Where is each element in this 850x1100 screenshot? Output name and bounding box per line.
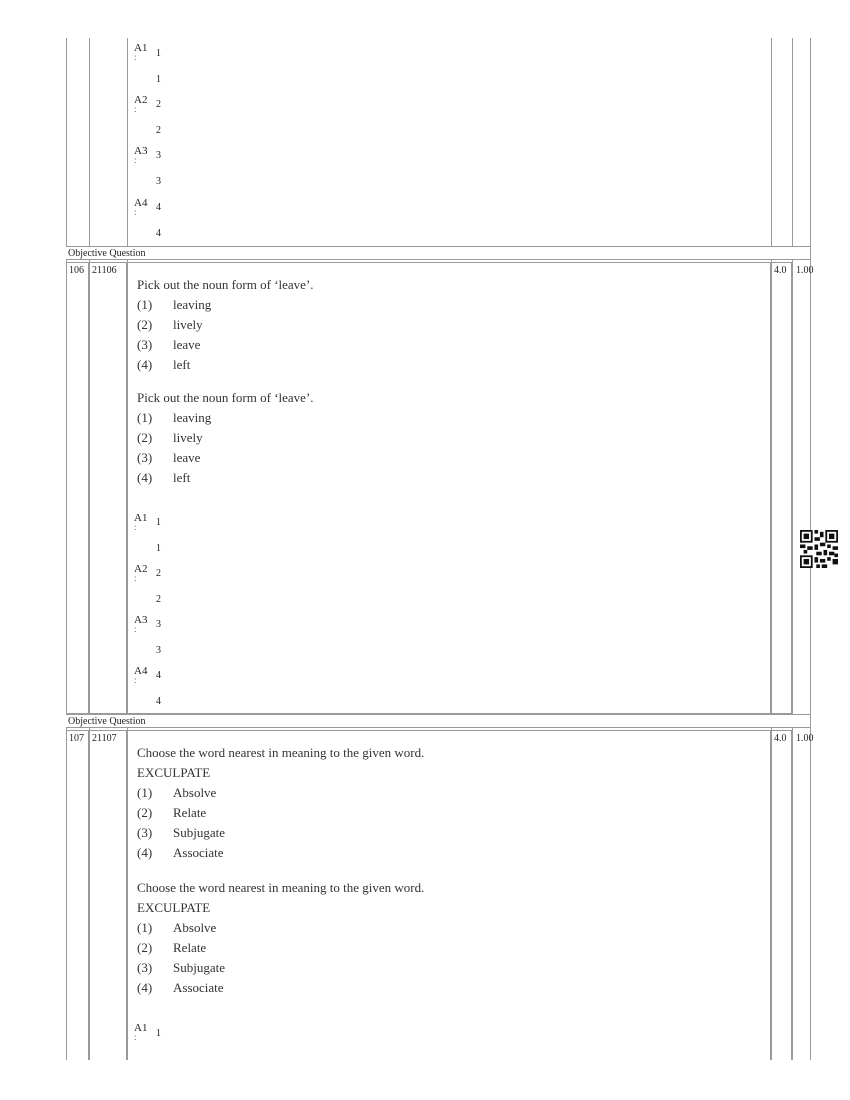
option-text: lively [173,430,203,445]
answer-value: 4 [156,670,161,681]
answer-value: 1 [156,48,161,59]
option-number: (4) [137,845,153,860]
option-text: Subjugate [173,825,225,840]
option-number: (3) [137,960,153,975]
question-number: 106 [69,265,84,276]
option-text: Subjugate [173,960,225,975]
question-negative-marks: 1.00 [796,265,814,276]
option-number: (3) [137,337,153,352]
option-1-repeat [137,918,216,938]
option-text: leave [173,450,201,465]
option-2 [137,315,203,335]
answer-repeat: 1 [156,543,161,554]
answer-label [134,614,147,632]
marks-cell [771,730,792,1070]
option-text: left [173,357,191,372]
option-1-repeat [137,408,211,428]
option-4-repeat [137,978,224,998]
option-number: (4) [137,357,153,372]
answer-repeat: 3 [156,645,161,656]
answer-label [134,42,147,60]
answer-label [134,197,147,215]
option-3-repeat [137,958,225,978]
question-content-cell [127,262,771,714]
option-number: (3) [137,450,153,465]
question-word: EXCULPATE [137,765,211,780]
section-header: Objective Question [66,714,810,728]
question-stem: Pick out the noun form of ‘leave’. [137,277,314,292]
option-text: leave [173,337,201,352]
section-header: Objective Question [66,246,810,260]
question-number-cell [66,730,89,1070]
question-id-cell [89,262,127,714]
answer-repeat: 4 [156,696,161,707]
question-marks: 4.0 [774,265,787,276]
option-number: (2) [137,940,153,955]
answer-label-text: A4 [134,665,148,677]
option-2-repeat [137,938,206,958]
option-3 [137,823,225,843]
option-4 [137,355,190,375]
option-3-repeat [137,448,200,468]
question-word-repeat: EXCULPATE [137,900,211,915]
option-number: (1) [137,297,153,312]
option-3 [137,335,200,355]
answer-colon: : [134,573,137,583]
question-stem: Choose the word nearest in meaning to the given word. [137,745,425,760]
option-1 [137,295,211,315]
option-text: leaving [173,297,212,312]
option-number: (2) [137,317,153,332]
answer-label-text: A3 [134,145,148,157]
answer-label [134,665,147,683]
option-number: (1) [137,920,153,935]
answer-label [134,512,147,530]
option-number: (2) [137,805,153,820]
question-number-cell [66,262,89,714]
answer-value: 3 [156,150,161,161]
answer-value: 1 [156,517,161,528]
answer-label-text: A4 [134,197,148,209]
question-number: 107 [69,733,84,744]
qr-code-icon [800,530,838,568]
question-marks: 4.0 [774,733,787,744]
option-text: Absolve [173,920,217,935]
answer-value: 2 [156,99,161,110]
option-number: (1) [137,410,153,425]
question-id: 21106 [92,265,117,276]
option-text: Relate [173,805,207,820]
grid-line-right-2 [792,38,793,1060]
option-text: Associate [173,980,224,995]
option-4 [137,843,224,863]
question-id-cell [89,730,127,1070]
answer-label [134,145,147,163]
option-text: leaving [173,410,212,425]
option-1 [137,783,216,803]
answer-colon: : [134,522,137,532]
answer-label-text: A2 [134,563,148,575]
answer-repeat: 3 [156,176,161,187]
answer-value: 2 [156,568,161,579]
answer-value: 4 [156,202,161,213]
answer-repeat: 2 [156,594,161,605]
answer-label-text: A1 [134,42,148,54]
option-4-repeat [137,468,190,488]
question-content-cell [127,730,771,1070]
answer-value: 1 [156,1028,161,1039]
answer-label-text: A1 [134,1022,148,1034]
question-id: 21107 [92,733,117,744]
answer-colon: : [134,207,137,217]
option-text: lively [173,317,203,332]
question-stem-repeat: Pick out the noun form of ‘leave’. [137,390,314,405]
answer-repeat: 4 [156,228,161,239]
answer-label-text: A2 [134,94,148,106]
option-number: (2) [137,430,153,445]
option-text: left [173,470,191,485]
answer-label-text: A3 [134,614,148,626]
option-text: Relate [173,940,207,955]
answer-colon: : [134,104,137,114]
answer-colon: : [134,52,137,62]
answer-colon: : [134,1032,137,1042]
answer-label [134,94,147,112]
option-text: Absolve [173,785,217,800]
answer-repeat: 1 [156,74,161,85]
question-stem-repeat: Choose the word nearest in meaning to the given word. [137,880,425,895]
answer-repeat: 2 [156,125,161,136]
answer-value: 3 [156,619,161,630]
option-number: (4) [137,980,153,995]
answer-colon: : [134,624,137,634]
option-text: Associate [173,845,224,860]
answer-colon: : [134,675,137,685]
option-2 [137,803,206,823]
marks-cell [771,262,792,714]
option-number: (4) [137,470,153,485]
option-number: (1) [137,785,153,800]
answer-label-text: A1 [134,512,148,524]
page-bottom-margin [0,1060,850,1100]
answer-label [134,563,147,581]
option-number: (3) [137,825,153,840]
question-negative-marks: 1.00 [796,733,814,744]
option-2-repeat [137,428,203,448]
answer-label [134,1022,147,1040]
answer-colon: : [134,155,137,165]
